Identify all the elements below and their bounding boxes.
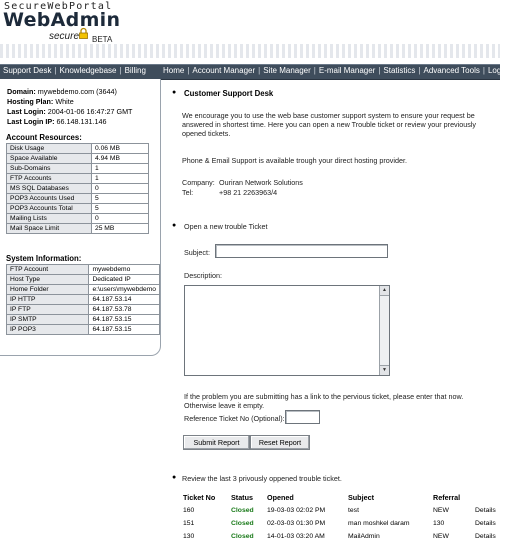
header-opened: Opened xyxy=(267,493,294,502)
ticket-opened: 02-03-03 01:30 PM xyxy=(267,520,326,527)
phone-support-text: Phone & Email Support is available trough your direct hosting provider. xyxy=(182,156,407,165)
nav-statistics[interactable]: Statistics xyxy=(383,66,416,75)
table-row xyxy=(7,174,149,184)
scroll-up-icon[interactable]: ▲ xyxy=(380,286,389,296)
description-textarea[interactable] xyxy=(184,285,390,376)
table-row xyxy=(7,325,160,335)
nav-site-manager[interactable]: Site Manager xyxy=(263,66,311,75)
header-ticket-no: Ticket No xyxy=(183,493,216,502)
description-scrollbar[interactable] xyxy=(379,286,389,375)
beta-label: BETA xyxy=(92,35,113,44)
system-value: 64.187.53.15 xyxy=(89,315,160,325)
ticket-status: Closed xyxy=(231,533,254,540)
resource-key: Disk Usage xyxy=(7,144,92,154)
brand-logo[interactable]: WebAdmin xyxy=(3,9,121,31)
nav-knowledgebase[interactable]: Knowledgebase xyxy=(59,66,117,75)
domain-info xyxy=(7,87,117,96)
support-title: Customer Support Desk xyxy=(184,89,274,98)
system-key: Home Folder xyxy=(7,285,89,295)
resource-key: Mail Space Limit xyxy=(7,224,92,234)
resource-key: POP3 Accounts Total xyxy=(7,204,92,214)
main-content xyxy=(162,79,500,551)
nav-support-desk[interactable]: Support Desk xyxy=(3,66,52,75)
resource-value: 25 MB xyxy=(92,224,149,234)
system-key: IP POP3 xyxy=(7,325,89,335)
nav-right xyxy=(163,66,512,75)
plan-info xyxy=(7,97,74,106)
table-row xyxy=(7,265,160,275)
tickets-title: Review the last 3 privously oppened trouble ticket. xyxy=(182,474,342,483)
ticket-status: Closed xyxy=(231,520,254,527)
ticket-referral: NEW xyxy=(433,507,449,514)
domain-value: mywebdemo.com (3644) xyxy=(37,87,117,96)
bullet-icon: ● xyxy=(172,222,177,229)
resource-key: FTP Accounts xyxy=(7,174,92,184)
reference-ticket-input[interactable] xyxy=(285,410,320,424)
last-login-info xyxy=(7,107,132,116)
nav-separator: | xyxy=(313,66,316,75)
system-value: 64.187.53.14 xyxy=(89,295,160,305)
ticket-subject: test xyxy=(348,507,359,514)
last-login-ip-info xyxy=(7,117,106,126)
domain-label: Domain: xyxy=(7,87,36,96)
header-subject: Subject xyxy=(348,493,374,502)
system-title: System Information: xyxy=(6,254,82,263)
table-row xyxy=(7,224,149,234)
reference-note: If the problem you are submitting has a link to the pervious ticket, please enter that now. xyxy=(184,392,464,401)
reset-report-button[interactable]: Reset Report xyxy=(250,435,310,450)
last-login-value: 2004-01-06 16:47:27 GMT xyxy=(47,107,133,116)
last-login-ip-value: 66.148.131.146 xyxy=(56,117,107,126)
resource-value: 1 xyxy=(92,164,149,174)
nav-separator: | xyxy=(119,66,122,75)
submit-report-button[interactable]: Submit Report xyxy=(183,435,250,450)
header-status: Status xyxy=(231,493,253,502)
reference-note: Otherwise leave it empty. xyxy=(184,401,265,410)
plan-value: White xyxy=(55,97,74,106)
ticket-details-link[interactable]: Details xyxy=(475,507,496,514)
secure-label: secure xyxy=(49,31,80,42)
ticket-opened: 19-03-03 02:02 PM xyxy=(267,507,326,514)
table-row xyxy=(7,315,160,325)
brand-small: SecureWebPortal xyxy=(4,1,113,12)
last-login-ip-label: Last Login IP: xyxy=(7,117,55,126)
support-intro-line: We encourage you to use the web base customer support system to ensure your request be xyxy=(182,111,475,120)
ticket-details-link[interactable]: Details xyxy=(475,533,496,540)
ticket-opened: 14-01-03 03:20 AM xyxy=(267,533,325,540)
resource-value: 0.06 MB xyxy=(92,144,149,154)
system-key: IP HTTP xyxy=(7,295,89,305)
lock-icon xyxy=(79,28,88,39)
bullet-icon: ● xyxy=(172,474,177,481)
nav-separator: | xyxy=(187,66,190,75)
nav-separator: | xyxy=(378,66,381,75)
tel-label: Tel: xyxy=(182,188,194,197)
system-key: IP SMTP xyxy=(7,315,89,325)
subject-input[interactable] xyxy=(215,244,388,258)
resource-key: Mailing Lists xyxy=(7,214,92,224)
system-table xyxy=(6,264,160,335)
resource-value: 5 xyxy=(92,204,149,214)
nav-advanced-tools[interactable]: Advanced Tools xyxy=(423,66,480,75)
ticket-status: Closed xyxy=(231,507,254,514)
table-row xyxy=(7,164,149,174)
resource-key: Sub-Domains xyxy=(7,164,92,174)
support-intro-line: opened tickets. xyxy=(182,129,231,138)
resource-key: Space Available xyxy=(7,154,92,164)
table-row xyxy=(7,144,149,154)
system-value: mywebdemo xyxy=(89,265,160,275)
last-login-label: Last Login: xyxy=(7,107,46,116)
table-row xyxy=(7,275,160,285)
nav-separator: | xyxy=(482,66,485,75)
table-row xyxy=(7,204,149,214)
table-row xyxy=(7,285,160,295)
bullet-icon: ● xyxy=(172,89,177,96)
nav-separator: | xyxy=(54,66,57,75)
resources-table xyxy=(6,143,149,234)
nav-billing[interactable]: Billing xyxy=(124,66,146,75)
nav-account-manager[interactable]: Account Manager xyxy=(192,66,256,75)
resources-title: Account Resources: xyxy=(6,133,82,142)
nav-separator: | xyxy=(258,66,261,75)
header-referral: Referral xyxy=(433,493,461,502)
system-key: FTP Account xyxy=(7,265,89,275)
nav-separator: | xyxy=(418,66,421,75)
system-value: 64.187.53.78 xyxy=(89,305,160,315)
account-panel xyxy=(0,79,161,356)
resource-value: 0 xyxy=(92,184,149,194)
reference-label: Reference Ticket No (Optional): xyxy=(184,414,285,423)
scroll-down-icon[interactable]: ▼ xyxy=(380,365,389,375)
ticket-referral: NEW xyxy=(433,533,449,540)
nav-home[interactable]: Home xyxy=(163,66,185,75)
company-label: Company: xyxy=(182,178,215,187)
system-key: IP FTP xyxy=(7,305,89,315)
ticket-no: 130 xyxy=(183,533,195,540)
table-row xyxy=(7,305,160,315)
system-value: 64.187.53.15 xyxy=(89,325,160,335)
header-stripe xyxy=(0,44,500,58)
system-value: Dedicated IP xyxy=(89,275,160,285)
tel-value: +98 21 2263963/4 xyxy=(219,188,278,197)
navbar xyxy=(0,64,512,80)
nav-email-manager[interactable]: E-mail Manager xyxy=(318,66,376,75)
plan-label: Hosting Plan: xyxy=(7,97,54,106)
ticket-subject: MailAdmin xyxy=(348,533,380,540)
resource-value: 4.94 MB xyxy=(92,154,149,164)
table-row xyxy=(7,214,149,224)
resource-value: 0 xyxy=(92,214,149,224)
resource-key: POP3 Accounts Used xyxy=(7,194,92,204)
ticket-form-title: Open a new trouble Ticket xyxy=(184,222,268,231)
table-row xyxy=(7,184,149,194)
ticket-no: 151 xyxy=(183,520,195,527)
table-row xyxy=(7,295,160,305)
ticket-referral: 130 xyxy=(433,520,445,527)
resource-key: MS SQL Databases xyxy=(7,184,92,194)
company-value: Ouriran Network Solutions xyxy=(219,178,303,187)
table-row xyxy=(7,194,149,204)
resource-value: 5 xyxy=(92,194,149,204)
system-key: Host Type xyxy=(7,275,89,285)
resource-value: 1 xyxy=(92,174,149,184)
header xyxy=(0,0,500,64)
ticket-no: 160 xyxy=(183,507,195,514)
ticket-subject: man moshkel daram xyxy=(348,520,410,527)
system-value: e:\users\mywebdemo xyxy=(89,285,160,295)
subject-label: Subject: xyxy=(184,248,210,257)
ticket-details-link[interactable]: Details xyxy=(475,520,496,527)
table-row xyxy=(7,154,149,164)
nav-left xyxy=(3,66,146,75)
nav-logout[interactable]: Logout xyxy=(487,66,512,75)
support-intro-line: answered in shortest time. Here you can open a new Trouble ticket or review your previously xyxy=(182,120,477,129)
description-label: Description: xyxy=(184,271,222,280)
